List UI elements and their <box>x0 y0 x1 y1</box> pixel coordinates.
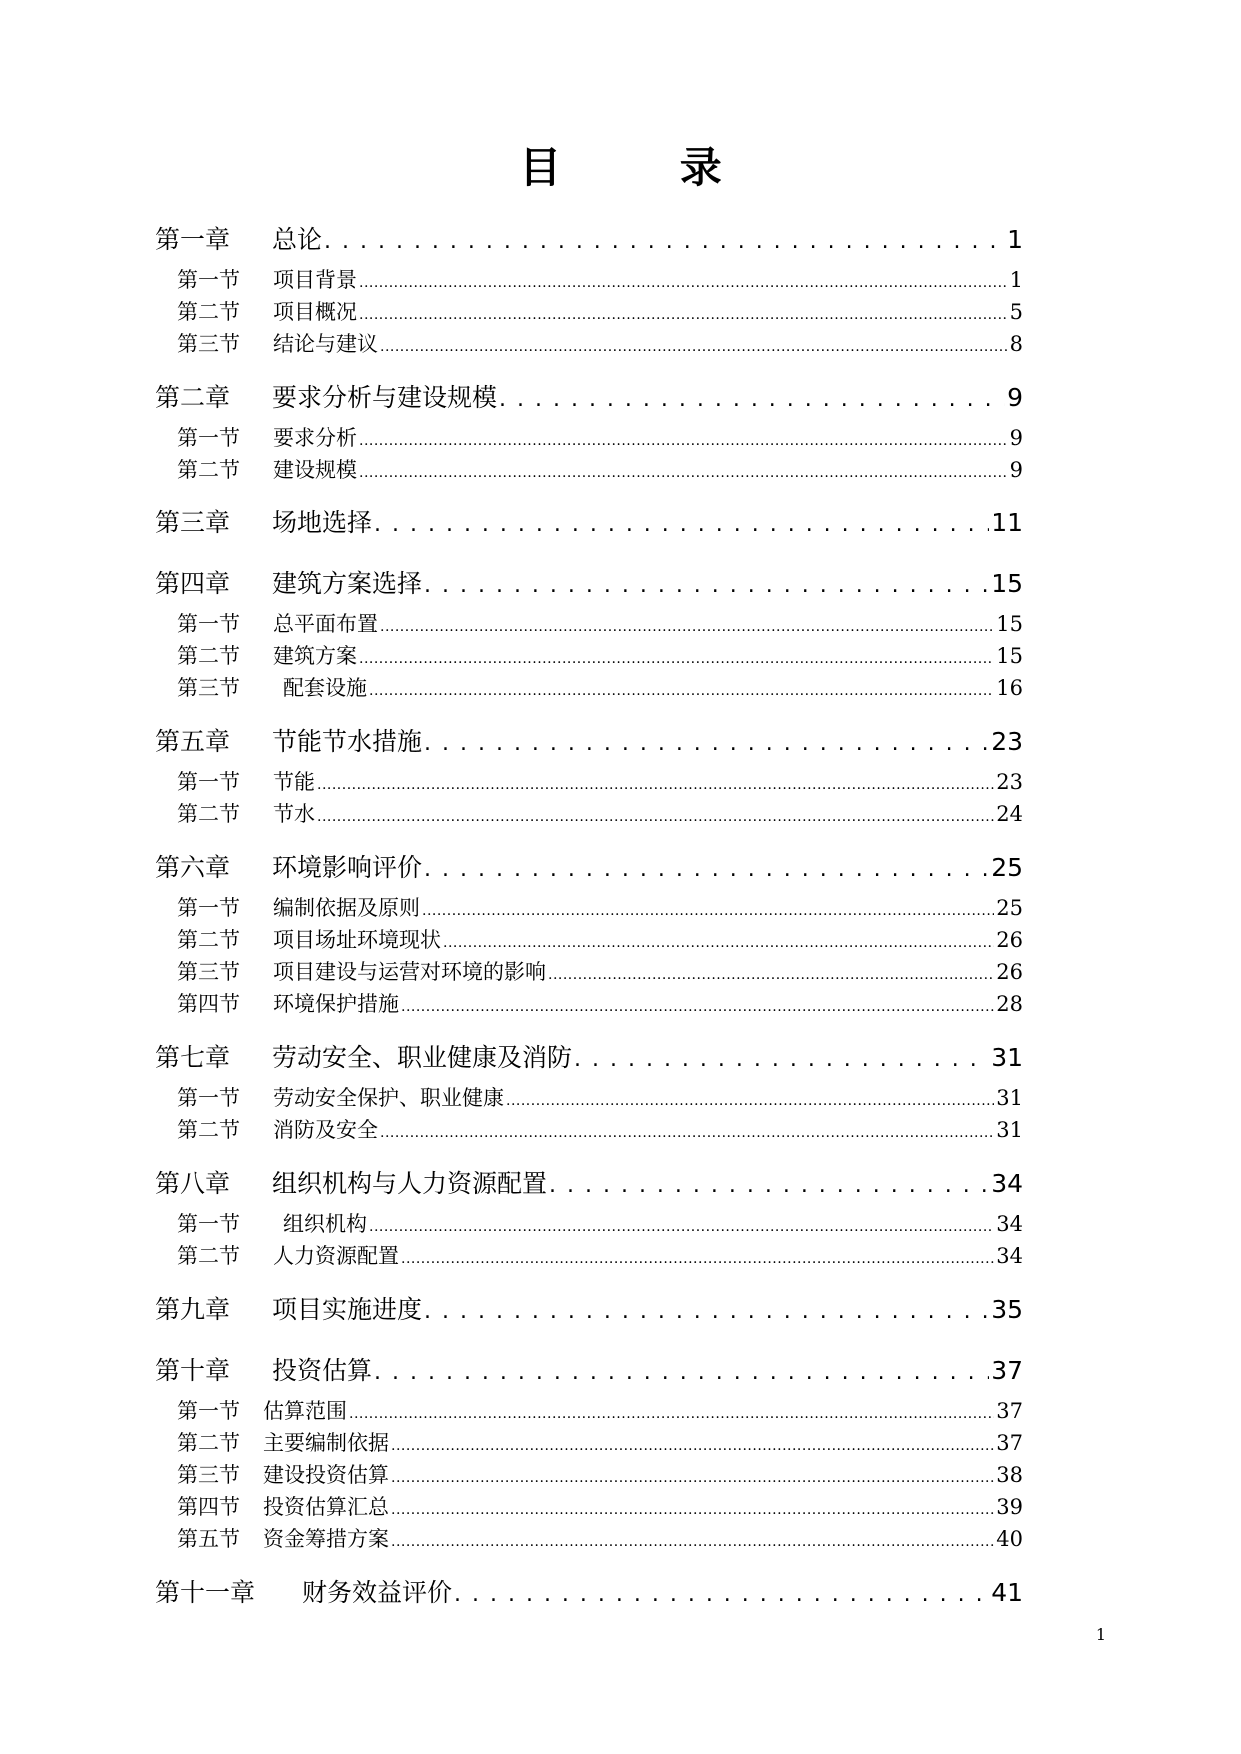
chapter-title: 要求分析与建设规模 <box>272 383 498 412</box>
section-number: 第二节 <box>177 1244 240 1268</box>
toc-chapter-3[interactable] <box>155 504 1023 542</box>
chapter-number: 第四章 <box>155 569 231 598</box>
section-page: 31 <box>996 1086 1023 1110</box>
section-title: 编制依据及原则 <box>273 896 420 920</box>
section-number: 第二节 <box>177 458 240 482</box>
toc-chapter-11[interactable] <box>155 1574 1023 1612</box>
chapter-page: 41 <box>991 1578 1023 1607</box>
chapter-page: 25 <box>991 853 1023 882</box>
section-page: 37 <box>996 1431 1023 1455</box>
chapter-page: 37 <box>991 1356 1023 1385</box>
section-page: 15 <box>996 612 1023 636</box>
toc-section[interactable] <box>155 1459 1023 1491</box>
dot-leader <box>369 1208 994 1240</box>
chapter-page: 34 <box>991 1169 1023 1198</box>
dot-leader <box>391 1523 994 1555</box>
toc-chapter-10[interactable] <box>155 1352 1023 1390</box>
section-number: 第一节 <box>177 1086 240 1110</box>
dot-leader <box>359 264 1008 296</box>
toc-section[interactable] <box>155 264 1023 296</box>
toc-section[interactable] <box>155 956 1023 988</box>
toc-chapter-8[interactable] <box>155 1165 1023 1203</box>
section-number: 第一节 <box>177 268 240 292</box>
section-title: 投资估算汇总 <box>263 1495 389 1519</box>
section-title: 项目建设与运营对环境的影响 <box>273 960 546 984</box>
toc-chapter-4[interactable] <box>155 565 1023 603</box>
section-page: 8 <box>1009 332 1023 356</box>
section-title: 配套设施 <box>283 676 367 700</box>
dot-leader <box>391 1459 994 1491</box>
section-page: 25 <box>996 896 1023 920</box>
section-title: 环境保护措施 <box>273 992 399 1016</box>
page-number: 1 <box>1095 1625 1106 1644</box>
section-page: 16 <box>996 676 1023 700</box>
dot-leader <box>548 956 994 988</box>
section-page: 15 <box>996 644 1023 668</box>
section-page: 5 <box>1009 300 1023 324</box>
section-title: 项目背景 <box>273 268 357 292</box>
toc-section[interactable] <box>155 1240 1023 1272</box>
chapter-title: 劳动安全、职业健康及消防 <box>272 1043 573 1072</box>
chapter-number: 第十章 <box>155 1356 231 1385</box>
dot-leader <box>317 766 994 798</box>
toc-section[interactable] <box>155 328 1023 360</box>
toc-section[interactable] <box>155 798 1023 830</box>
toc-section[interactable] <box>155 1208 1023 1240</box>
dot-leader <box>359 640 994 672</box>
dot-leader <box>422 892 994 924</box>
chapter-title: 组织机构与人力资源配置 <box>272 1169 548 1198</box>
chapter-number: 第九章 <box>155 1295 231 1324</box>
section-number: 第一节 <box>177 770 240 794</box>
dot-leader <box>424 1291 989 1329</box>
dot-leader <box>574 1039 989 1077</box>
toc-section[interactable] <box>155 608 1023 640</box>
section-title: 节能 <box>273 770 315 794</box>
chapter-page: 11 <box>991 508 1023 537</box>
toc-section[interactable] <box>155 1114 1023 1146</box>
section-title: 消防及安全 <box>273 1118 378 1142</box>
dot-leader <box>391 1427 994 1459</box>
dot-leader <box>401 1240 994 1272</box>
toc-section[interactable] <box>155 296 1023 328</box>
chapter-title: 项目实施进度 <box>272 1295 423 1324</box>
section-number: 第三节 <box>177 676 240 700</box>
section-title: 总平面布置 <box>273 612 378 636</box>
dot-leader <box>391 1491 994 1523</box>
dot-leader <box>424 849 989 887</box>
toc-section[interactable] <box>155 422 1023 454</box>
section-title: 主要编制依据 <box>263 1431 389 1455</box>
dot-leader <box>369 672 994 704</box>
dot-leader <box>549 1165 989 1203</box>
section-page: 31 <box>996 1118 1023 1142</box>
section-page: 34 <box>996 1212 1023 1236</box>
chapter-number: 第七章 <box>155 1043 231 1072</box>
dot-leader <box>380 608 994 640</box>
dot-leader <box>317 798 994 830</box>
toc-chapter-1[interactable] <box>155 221 1023 259</box>
toc-chapter-6[interactable] <box>155 849 1023 887</box>
chapter-title: 投资估算 <box>272 1356 373 1385</box>
table-of-contents <box>155 0 1023 1754</box>
chapter-title: 总论 <box>272 225 323 254</box>
section-page: 34 <box>996 1244 1023 1268</box>
dot-leader <box>380 1114 994 1146</box>
dot-leader <box>443 924 994 956</box>
section-title: 劳动安全保护、职业健康 <box>273 1086 504 1110</box>
section-page: 38 <box>996 1463 1023 1487</box>
section-number: 第二节 <box>177 1118 240 1142</box>
section-title: 建筑方案 <box>273 644 357 668</box>
section-number: 第一节 <box>177 1212 240 1236</box>
section-page: 26 <box>996 928 1023 952</box>
section-number: 第四节 <box>177 992 240 1016</box>
chapter-page: 15 <box>991 569 1023 598</box>
toc-section[interactable] <box>155 924 1023 956</box>
dot-leader <box>349 1395 994 1427</box>
section-page: 26 <box>996 960 1023 984</box>
dot-leader <box>359 422 1008 454</box>
dot-leader <box>401 988 994 1020</box>
toc-section[interactable] <box>155 454 1023 486</box>
section-page: 39 <box>996 1495 1023 1519</box>
section-title: 节水 <box>273 802 315 826</box>
dot-leader <box>359 296 1008 328</box>
toc-section[interactable] <box>155 988 1023 1020</box>
chapter-number: 第一章 <box>155 225 231 254</box>
section-page: 24 <box>996 802 1023 826</box>
section-page: 28 <box>996 992 1023 1016</box>
section-number: 第五节 <box>177 1527 240 1551</box>
dot-leader <box>374 1352 989 1390</box>
dot-leader <box>506 1082 994 1114</box>
toc-section[interactable] <box>155 892 1023 924</box>
section-page: 1 <box>1009 268 1023 292</box>
chapter-number: 第十一章 <box>155 1578 256 1607</box>
chapter-title: 节能节水措施 <box>272 727 423 756</box>
section-title: 资金筹措方案 <box>263 1527 389 1551</box>
toc-section[interactable] <box>155 1082 1023 1114</box>
section-title: 项目场址环境现状 <box>273 928 441 952</box>
toc-chapter-7[interactable] <box>155 1039 1023 1077</box>
section-title: 建设规模 <box>273 458 357 482</box>
section-title: 估算范围 <box>263 1399 347 1423</box>
toc-section[interactable] <box>155 1491 1023 1523</box>
toc-section[interactable] <box>155 1395 1023 1427</box>
section-number: 第三节 <box>177 1463 240 1487</box>
section-page: 40 <box>996 1527 1023 1551</box>
toc-chapter-2[interactable] <box>155 379 1023 417</box>
section-title: 人力资源配置 <box>273 1244 399 1268</box>
toc-section[interactable] <box>155 1427 1023 1459</box>
toc-chapter-5[interactable] <box>155 723 1023 761</box>
section-title: 项目概况 <box>273 300 357 324</box>
section-page: 23 <box>996 770 1023 794</box>
section-number: 第一节 <box>177 896 240 920</box>
section-page: 9 <box>1009 426 1023 450</box>
section-number: 第一节 <box>177 1399 240 1423</box>
section-number: 第四节 <box>177 1495 240 1519</box>
chapter-number: 第六章 <box>155 853 231 882</box>
dot-leader <box>324 221 1005 259</box>
chapter-title: 场地选择 <box>272 508 373 537</box>
section-number: 第二节 <box>177 802 240 826</box>
chapter-number: 第二章 <box>155 383 231 412</box>
chapter-page: 31 <box>991 1043 1023 1072</box>
section-number: 第二节 <box>177 928 240 952</box>
chapter-title: 环境影响评价 <box>272 853 423 882</box>
section-title: 建设投资估算 <box>263 1463 389 1487</box>
section-number: 第三节 <box>177 332 240 356</box>
chapter-number: 第八章 <box>155 1169 231 1198</box>
dot-leader <box>424 565 989 603</box>
dot-leader <box>374 504 989 542</box>
dot-leader <box>424 723 989 761</box>
chapter-number: 第五章 <box>155 727 231 756</box>
chapter-number: 第三章 <box>155 508 231 537</box>
section-title: 要求分析 <box>273 426 357 450</box>
toc-title: 目 录 <box>519 143 774 192</box>
section-number: 第二节 <box>177 300 240 324</box>
section-number: 第三节 <box>177 960 240 984</box>
section-number: 第二节 <box>177 644 240 668</box>
toc-section[interactable] <box>155 1523 1023 1555</box>
chapter-title: 建筑方案选择 <box>272 569 423 598</box>
chapter-title: 财务效益评价 <box>302 1578 453 1607</box>
toc-section[interactable] <box>155 766 1023 798</box>
toc-chapter-9[interactable] <box>155 1291 1023 1329</box>
section-page: 9 <box>1009 458 1023 482</box>
toc-section[interactable] <box>155 672 1023 704</box>
section-number: 第一节 <box>177 426 240 450</box>
chapter-page: 1 <box>1007 225 1023 254</box>
section-title: 组织机构 <box>283 1212 367 1236</box>
chapter-page: 23 <box>991 727 1023 756</box>
dot-leader <box>499 379 1005 417</box>
chapter-page: 35 <box>991 1295 1023 1324</box>
toc-section[interactable] <box>155 640 1023 672</box>
section-page: 37 <box>996 1399 1023 1423</box>
section-title: 结论与建议 <box>273 332 378 356</box>
section-number: 第二节 <box>177 1431 240 1455</box>
chapter-page: 9 <box>1007 383 1023 412</box>
dot-leader <box>359 454 1008 486</box>
dot-leader <box>454 1574 989 1612</box>
dot-leader <box>380 328 1008 360</box>
section-number: 第一节 <box>177 612 240 636</box>
